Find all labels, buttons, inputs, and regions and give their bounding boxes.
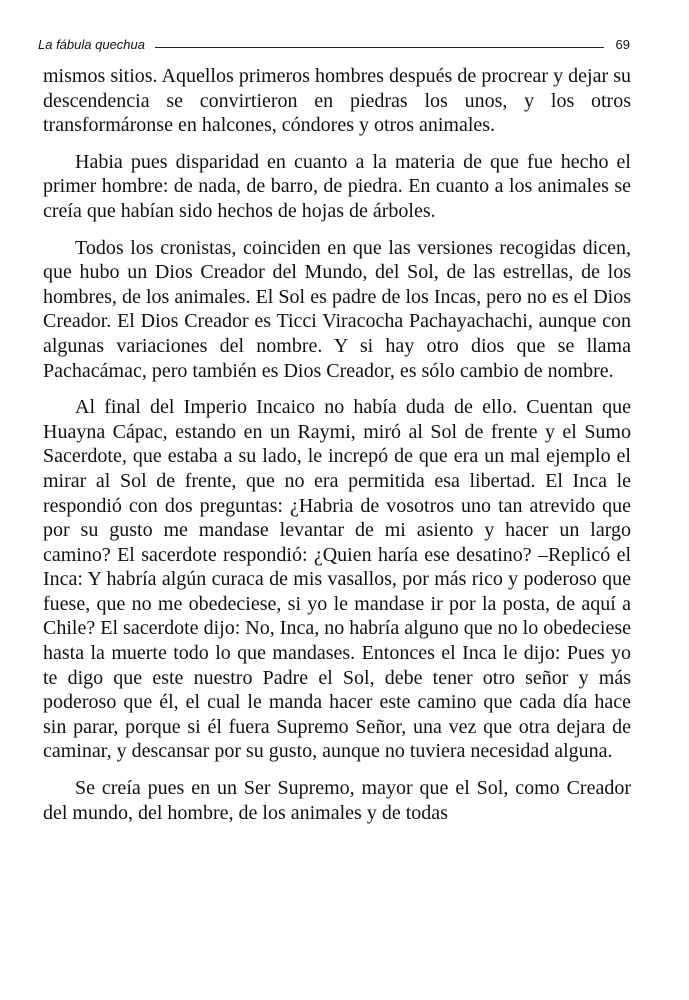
page-number: 69 bbox=[615, 37, 630, 52]
paragraph: Habia pues disparidad en cuanto a la materia de que fue hecho el primer hombre: de nada, de barro, de piedra. En cuanto a los animales se creía que habían sido hechos de hojas de árboles. bbox=[43, 150, 631, 222]
header-rule bbox=[155, 47, 604, 48]
paragraph: Todos los cronistas, coinciden en que las versiones recogidas dicen, que hubo un Dios Creador del Mundo, del Sol, de las estrellas, de los hombres, de los animales. El Sol es padre de los Incas, pero no es el Dios Creador. El Dios Creador es Ticci Viracocha Pachayachachi, aunque con algunas variaciones del nombre. Y si hay otro dios que se llama Pachacámac, pero también es Dios Creador, es sólo cambio de nombre. bbox=[43, 236, 631, 382]
paragraph: Al final del Imperio Incaico no había duda de ello. Cuentan que Huayna Cápac, estando en un Raymi, miró al Sol de frente y el Sumo Sacerdote, que estaba a su lado, le increpó de que era un mal ejemplo el mirar al Sol de frente, que no era permitida esa libertad. El Inca le respondió con dos preguntas: ¿Habria de vosotros uno tan atrevido que por su gusto me mandase levantar de mi asiento y hacer un largo camino? El sacerdote respondió: ¿Quien haría ese desatino? –Replicó el Inca: Y habría algún curaca de mis vasallos, por más rico y poderoso que fuese, que no me obedeciese, si yo le mandase ir por la posta, de aquí a Chile? El sacerdote dijo: No, Inca, no habría alguno que no lo obedeciese hasta la muerte todo lo que mandases. Entonces el Inca le dijo: Pues yo te digo que este nuestro Padre el Sol, debe tener otro señor y más poderoso que él, el cual le manda hacer este camino que cada día hace sin parar, porque si él fuera Supremo Señor, una vez que otra dejara de caminar, y descansar por su gusto, aunque no tuviera necesidad alguna. bbox=[43, 396, 631, 763]
paragraph: Se creía pues en un Ser Supremo, mayor que el Sol, como Creador del mundo, del hombre, de los animales y de todas bbox=[43, 777, 631, 824]
body-text bbox=[43, 64, 631, 837]
running-header bbox=[38, 32, 630, 52]
running-title: La fábula quechua bbox=[38, 37, 145, 52]
paragraph-continuation: mismos sitios. Aquellos primeros hombres después de procrear y dejar su descendencia se convirtieron en piedras los unos, y los otros transformáronse en halcones, cóndores y otros animales. bbox=[43, 65, 631, 137]
